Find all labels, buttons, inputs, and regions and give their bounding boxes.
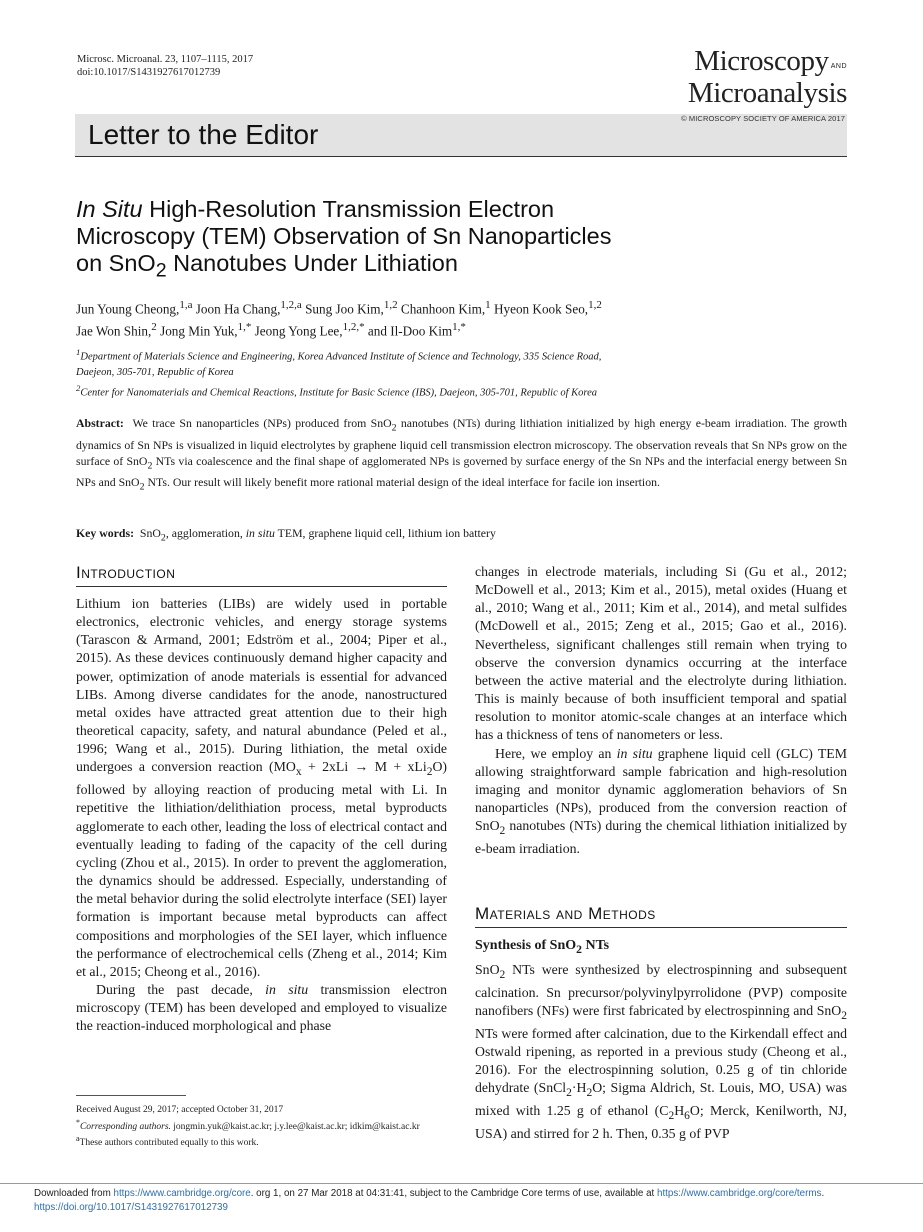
introduction-text xyxy=(76,595,447,1036)
section-rule xyxy=(76,586,447,587)
affiliation-1-cont: Daejeon, 305-701, Republic of Korea xyxy=(76,367,234,378)
affiliation-1: Department of Materials Science and Engineering, Korea Advanced Institute of Science and Technology, 335 Science Road, xyxy=(80,351,602,363)
article-title xyxy=(76,196,796,285)
author: Sung Joo Kim, xyxy=(305,301,384,317)
title-line3: on SnO$_2$ Nanotubes Under Lithiation xyxy=(76,250,458,282)
footnotes xyxy=(76,1104,456,1150)
author-list: Jun Young Cheong,$^{1,a}$ Joon Ha Chang,$^{1,2,a}$ Sung Joo Kim,$^{1,2}$ Chanhoon Kim,$^1$ Hyeon Kook Seo,$^{1,2}$ Jae Won Shin,$^2$ Jong Min Yuk,$^{1,*}$ Jeong Yong Lee,$^{1,2,*}$ and Il-Doo Kim$^{1,*}$ xyxy=(76,299,602,339)
citation xyxy=(77,53,253,79)
paragraph: During the past decade, in situ transmission electron microscopy (TEM) has been developed and employed to visualize the reaction-induced morphological and phase xyxy=(76,982,447,1034)
methods-text xyxy=(475,961,847,1143)
cambridge-core-link[interactable]: https://www.cambridge.org/core xyxy=(113,1188,251,1199)
subsection-heading: Synthesis of SnO$_2$ NTs xyxy=(475,938,610,956)
author: and Il-Doo Kim xyxy=(367,323,453,339)
author: Hyeon Kook Seo, xyxy=(493,301,589,317)
corresponding-authors: *Corresponding authors. jongmin.yuk@kaist.ac.kr; j.y.lee@kaist.ac.kr; idkim@kaist.ac.kr xyxy=(76,1117,420,1132)
keywords: Key words: SnO$_2$, agglomeration, in situ TEM, graphene liquid cell, lithium ion battery xyxy=(76,526,496,544)
section-rule xyxy=(475,927,847,928)
journal-brand xyxy=(687,45,847,109)
author: Jeong Yong Lee, xyxy=(254,323,343,339)
article-type-label: Letter to the Editor xyxy=(88,119,319,150)
citation-journal: Microsc. Microanal. 23, 1107–1115, 2017 xyxy=(77,54,254,65)
brand-microanalysis: Microanalysis xyxy=(687,77,847,109)
title-line2: Microscopy (TEM) Observation of Sn Nanoparticles xyxy=(76,223,612,249)
author: Jun Young Cheong, xyxy=(76,301,180,317)
affiliations: $^1$Department of Materials Science and Engineering, Korea Advanced Institute of Science and Technology, 335 Science Road, Daejeon, 305-701, Republic of Korea $^2$Center for Nanomaterials and Chemical Reactions, Institute for Basic Science (IBS), Daejeon, 305-701, Republic of Korea xyxy=(76,345,856,401)
introduction-continued xyxy=(475,563,847,858)
title-italic: In Situ xyxy=(76,196,143,222)
download-notice: Downloaded from https://www.cambridge.org/core. org 1, on 27 Mar 2018 at 04:31:41, subject to the Cambridge Core terms of use, available at https://www.cambridge.org/core/terms. https://doi.org/10.1017/S1431927617012739 xyxy=(34,1188,825,1213)
abstract: Abstract: We trace Sn nanoparticles (NPs) produced from SnO$_2$ nanotubes (NTs) during lithiation initialized by high energy e-beam irradiation. The growth dynamics of Sn NPs is visualized in liquid electrolytes by graphene liquid cell transmission electron microscopy. The observation reveals that Sn NPs grow on the surface of SnO$_2$ NTs via coalescence and the final shape of agglomerated NPs is governed by surface energy of the Sn NPs and the interfacial energy between Sn NPs and SnO$_2$ NTs. Our result will likely benefit more rational material design of the ideal interface for facile ion insertion. xyxy=(76,416,848,493)
paragraph: SnO$_2$ NTs were synthesized by electrospinning and subsequent calcination. Sn precursor/polyvinylpyrrolidone (PVP) composite nanofibers (NFs) were first fabricated by electrospinning and SnO$_2$ NTs were formed after calcination, due to the Kirkendall effect and Ostwald ripening, as reported in a previous study (Cheong et al., 2016). For the electrospinning solution, 0.25 g of tin chloride dehydrate ($SnCl_2\cdot H_2O$; Sigma Aldrich, St. Louis, MO, USA) was mixed with 1.25 g of ethanol ($C_2H_6O$; Merck, Kenilworth, NJ, USA) and stirred for 2 h. Then, 0.35 g of PVP xyxy=(475,962,848,1142)
author: Jong Min Yuk, xyxy=(160,323,238,339)
brand-and: AND xyxy=(830,63,847,70)
author: Jae Won Shin, xyxy=(76,323,152,339)
section-heading-introduction: Introduction xyxy=(76,563,176,582)
abstract-label: Abstract: xyxy=(76,416,124,430)
paragraph: changes in electrode materials, including Si (Gu et al., 2012; McDowell et al., 2013; Kim et al., 2015), metal oxides (Huang et al., 2010; Wang et al., 2011; Kim et al., 2014), and metal sulfides (McDowell et al., 2015; Zeng et al., 2015; Gao et al., 2016). Nevertheless, significant challenges still remain when trying to observe the conversion dynamics occurring at the interface between the active material and the electrolyte during lithiation. This is mainly because of both insufficient temporal and spatial resolution to monitor atomic-scale changes at an interface which has a thickness of tens of nanometers or less. xyxy=(475,564,847,743)
author: Joon Ha Chang, xyxy=(195,301,281,317)
paragraph: Lithium ion batteries (LIBs) are widely used in portable electronics, electronic vehicles, and energy storage systems (Tarascon & Armand, 2001; Edström et al., 2004; Piper et al., 2015). As these devices continuously demand higher capacity and power, optimization of anode materials is essential for advanced LIBs. Among diverse candidates for the anode, nanostructured metal oxides have attracted great attention due to their high theoretical capacity, safety, and natural abundance (Peled et al., 1996; Wang et al., 2015). During lithiation, the metal oxide undergoes a conversion reaction $(MO_x + 2xLi \to M + xLi_2O)$ followed by alloying reaction of producing metal with Li. In repetitive the lithiation/delithiation process, metal byproducts agglomerate to each other, leading the loss of electrical contact and eventually leading to fading of the capacity of the cell during cycling (Zhou et al., 2015). In order to prevent the agglomeration, the dynamics should be addressed. Especially, understanding of the metal behavior during the solid electrolyte interface (SEI) layer formation is important because metal byproducts can affect compositions and morphologies of the SEI layer, which influence the performance of electrochemical cells (Zheng et al., 2014; Kim et al., 2015; Cheong et al., 2016). xyxy=(76,596,447,979)
footer-rule xyxy=(0,1183,923,1184)
title-line1: High-Resolution Transmission Electron xyxy=(142,196,555,222)
citation-doi: doi:10.1017/S1431927617012739 xyxy=(77,67,221,78)
footnote-rule xyxy=(76,1095,186,1096)
section-heading-methods: Materials and Methods xyxy=(475,904,656,923)
doi-link[interactable]: https://doi.org/10.1017/S1431927617012739 xyxy=(34,1201,228,1213)
terms-link[interactable]: https://www.cambridge.org/core/terms xyxy=(657,1188,822,1199)
brand-microscopy: Microscopy xyxy=(694,45,829,77)
copyright-notice: © MICROSCOPY SOCIETY OF AMERICA 2017 xyxy=(681,114,845,123)
keywords-label: Key words: xyxy=(76,526,134,540)
author: Chanhoon Kim, xyxy=(400,301,486,317)
equal-contribution: $^a$These authors contributed equally to this work. xyxy=(76,1134,259,1149)
received-dates: Received August 29, 2017; accepted October 31, 2017 xyxy=(76,1105,284,1115)
affiliation-2: Center for Nanomaterials and Chemical Reactions, Institute for Basic Science (IBS), Daejeon, 305-701, Republic of Korea xyxy=(80,387,598,398)
paragraph: Here, we employ an in situ graphene liquid cell (GLC) TEM allowing straightforward sample fabrication and high-resolution imaging and monitor dynamic agglomeration behaviors of Sn nanoparticles (NPs), produced from the conversion reaction of SnO$_2$ nanotubes (NTs) during the chemical lithiation initialized by e-beam irradiation. xyxy=(475,745,847,857)
